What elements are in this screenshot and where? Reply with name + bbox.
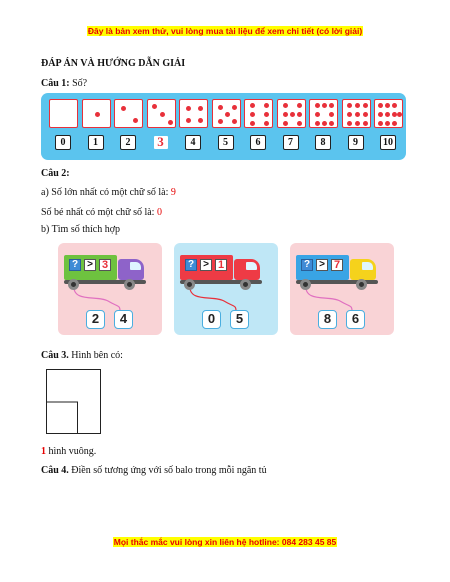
dice-dot (264, 121, 269, 126)
truck-cabin (234, 259, 260, 280)
dice-dot (95, 112, 100, 117)
dice-answer-box: 7 (283, 135, 299, 150)
dice-dot (378, 112, 383, 117)
dice-answer-box: 8 (315, 135, 331, 150)
dice-dot (297, 103, 302, 108)
dice-dot (378, 121, 383, 126)
truck-cargo (64, 255, 117, 280)
dice-dot (121, 106, 126, 111)
dice-dot (297, 121, 302, 126)
dice-dot (283, 121, 288, 126)
dice-dot (225, 112, 230, 117)
sign-chip: > (84, 259, 96, 271)
option-box: 5 (230, 310, 249, 329)
truck-wheel (240, 279, 251, 290)
question-2-label: Câu 2: (41, 168, 70, 179)
truck-wheel (356, 279, 367, 290)
truck-wheel (184, 279, 195, 290)
dice-dot (283, 103, 288, 108)
dice-card (49, 99, 78, 128)
dice-number-strip (41, 93, 406, 160)
dice-dot (218, 119, 223, 124)
dice-dot (218, 105, 223, 110)
dice-dot (322, 121, 327, 126)
dice-dot (186, 118, 191, 123)
dice-card (82, 99, 111, 128)
dice-dot (186, 106, 191, 111)
dice-answer-box: 6 (250, 135, 266, 150)
dice-dot (290, 112, 295, 117)
dice-answer-box: 5 (218, 135, 234, 150)
unknown-chip: ? (185, 259, 197, 271)
dice-dot (232, 105, 237, 110)
dice-dot (322, 103, 327, 108)
dice-answer-box: 1 (88, 135, 104, 150)
dice-answer-box: 9 (348, 135, 364, 150)
truck-cabin (350, 259, 376, 280)
question-3-answer: 1 hình vuông. (41, 446, 97, 457)
question-2a-second: Số bé nhất có một chữ số là: 0 (41, 207, 162, 218)
dice-dot (363, 103, 368, 108)
dice-dot (198, 106, 203, 111)
dice-dot (315, 112, 320, 117)
dice-dot (160, 112, 165, 117)
truck-cabin (118, 259, 144, 280)
hotline-banner: Mọi thắc mắc vui lòng xin liên hệ hotline: 084 283 45 85 (113, 537, 337, 547)
dice-dot (355, 112, 360, 117)
dice-dot (315, 103, 320, 108)
dice-dot (363, 112, 368, 117)
dice-card (277, 99, 306, 128)
truck-cargo (296, 255, 349, 280)
option-box: 6 (346, 310, 365, 329)
cabin-window (130, 262, 141, 270)
dice-card (374, 99, 403, 128)
dice-dot (385, 103, 390, 108)
sign-chip: > (200, 259, 212, 271)
squares-figure (46, 369, 102, 435)
dice-dot (347, 112, 352, 117)
dice-card (309, 99, 338, 128)
cabin-window (246, 262, 257, 270)
dice-dot (232, 119, 237, 124)
unknown-chip: ? (69, 259, 81, 271)
dice-dot (152, 104, 157, 109)
preview-banner: Đây là bản xem thử, vui lòng mua tài liệu để xem chi tiết (có lời giải) (87, 26, 363, 36)
dice-answer-box: 10 (380, 135, 396, 150)
dice-dot (250, 112, 255, 117)
truck-wheel (300, 279, 311, 290)
dice-dot (168, 120, 173, 125)
dice-answer-box: 4 (185, 135, 201, 150)
option-box: 8 (318, 310, 337, 329)
dice-dot (329, 103, 334, 108)
truck-card (58, 243, 162, 335)
question-1: Câu 1: Số? (41, 78, 88, 89)
dice-dot (355, 103, 360, 108)
dice-dot (264, 112, 269, 117)
page-title: ĐÁP ÁN VÀ HƯỚNG DẪN GIẢI (41, 58, 186, 69)
dice-dot (347, 103, 352, 108)
truck-card (290, 243, 394, 335)
option-box: 2 (86, 310, 105, 329)
unknown-chip: ? (301, 259, 313, 271)
question-2a: a) Số lớn nhất có một chữ số là: 9 (41, 187, 176, 198)
truck-wheel (124, 279, 135, 290)
dice-dot (397, 112, 402, 117)
dice-card (342, 99, 371, 128)
dice-dot (363, 121, 368, 126)
dice-dot (392, 121, 397, 126)
digit-chip: 7 (331, 259, 343, 271)
truck-card (174, 243, 278, 335)
question-4: Câu 4. Điền số tương ứng với số balo trong mỗi ngăn tủ (41, 465, 267, 476)
dice-answer-box: 2 (120, 135, 136, 150)
dice-answer-box: 3 (153, 135, 169, 150)
dice-dot (315, 121, 320, 126)
dice-dot (250, 103, 255, 108)
dice-dot (264, 103, 269, 108)
dice-card (179, 99, 208, 128)
dice-dot (392, 103, 397, 108)
dice-dot (385, 121, 390, 126)
question-2b: b) Tìm số thích hợp (41, 224, 120, 235)
dice-dot (133, 118, 138, 123)
question-3: Câu 3. Hình bên có: (41, 350, 123, 361)
dice-dot (198, 118, 203, 123)
dice-dot (329, 112, 334, 117)
option-box: 0 (202, 310, 221, 329)
dice-dot (329, 121, 334, 126)
dice-dot (297, 112, 302, 117)
digit-chip: 3 (99, 259, 111, 271)
dice-card (114, 99, 143, 128)
dice-dot (283, 112, 288, 117)
dice-card (244, 99, 273, 128)
dice-dot (355, 121, 360, 126)
dice-card (147, 99, 176, 128)
truck-wheel (68, 279, 79, 290)
dice-answer-box: 0 (55, 135, 71, 150)
sign-chip: > (316, 259, 328, 271)
truck-cargo (180, 255, 233, 280)
dice-dot (347, 121, 352, 126)
dice-dot (250, 121, 255, 126)
cabin-window (362, 262, 373, 270)
dice-dot (378, 103, 383, 108)
option-box: 4 (114, 310, 133, 329)
dice-dot (385, 112, 390, 117)
dice-card (212, 99, 241, 128)
digit-chip: 1 (215, 259, 227, 271)
